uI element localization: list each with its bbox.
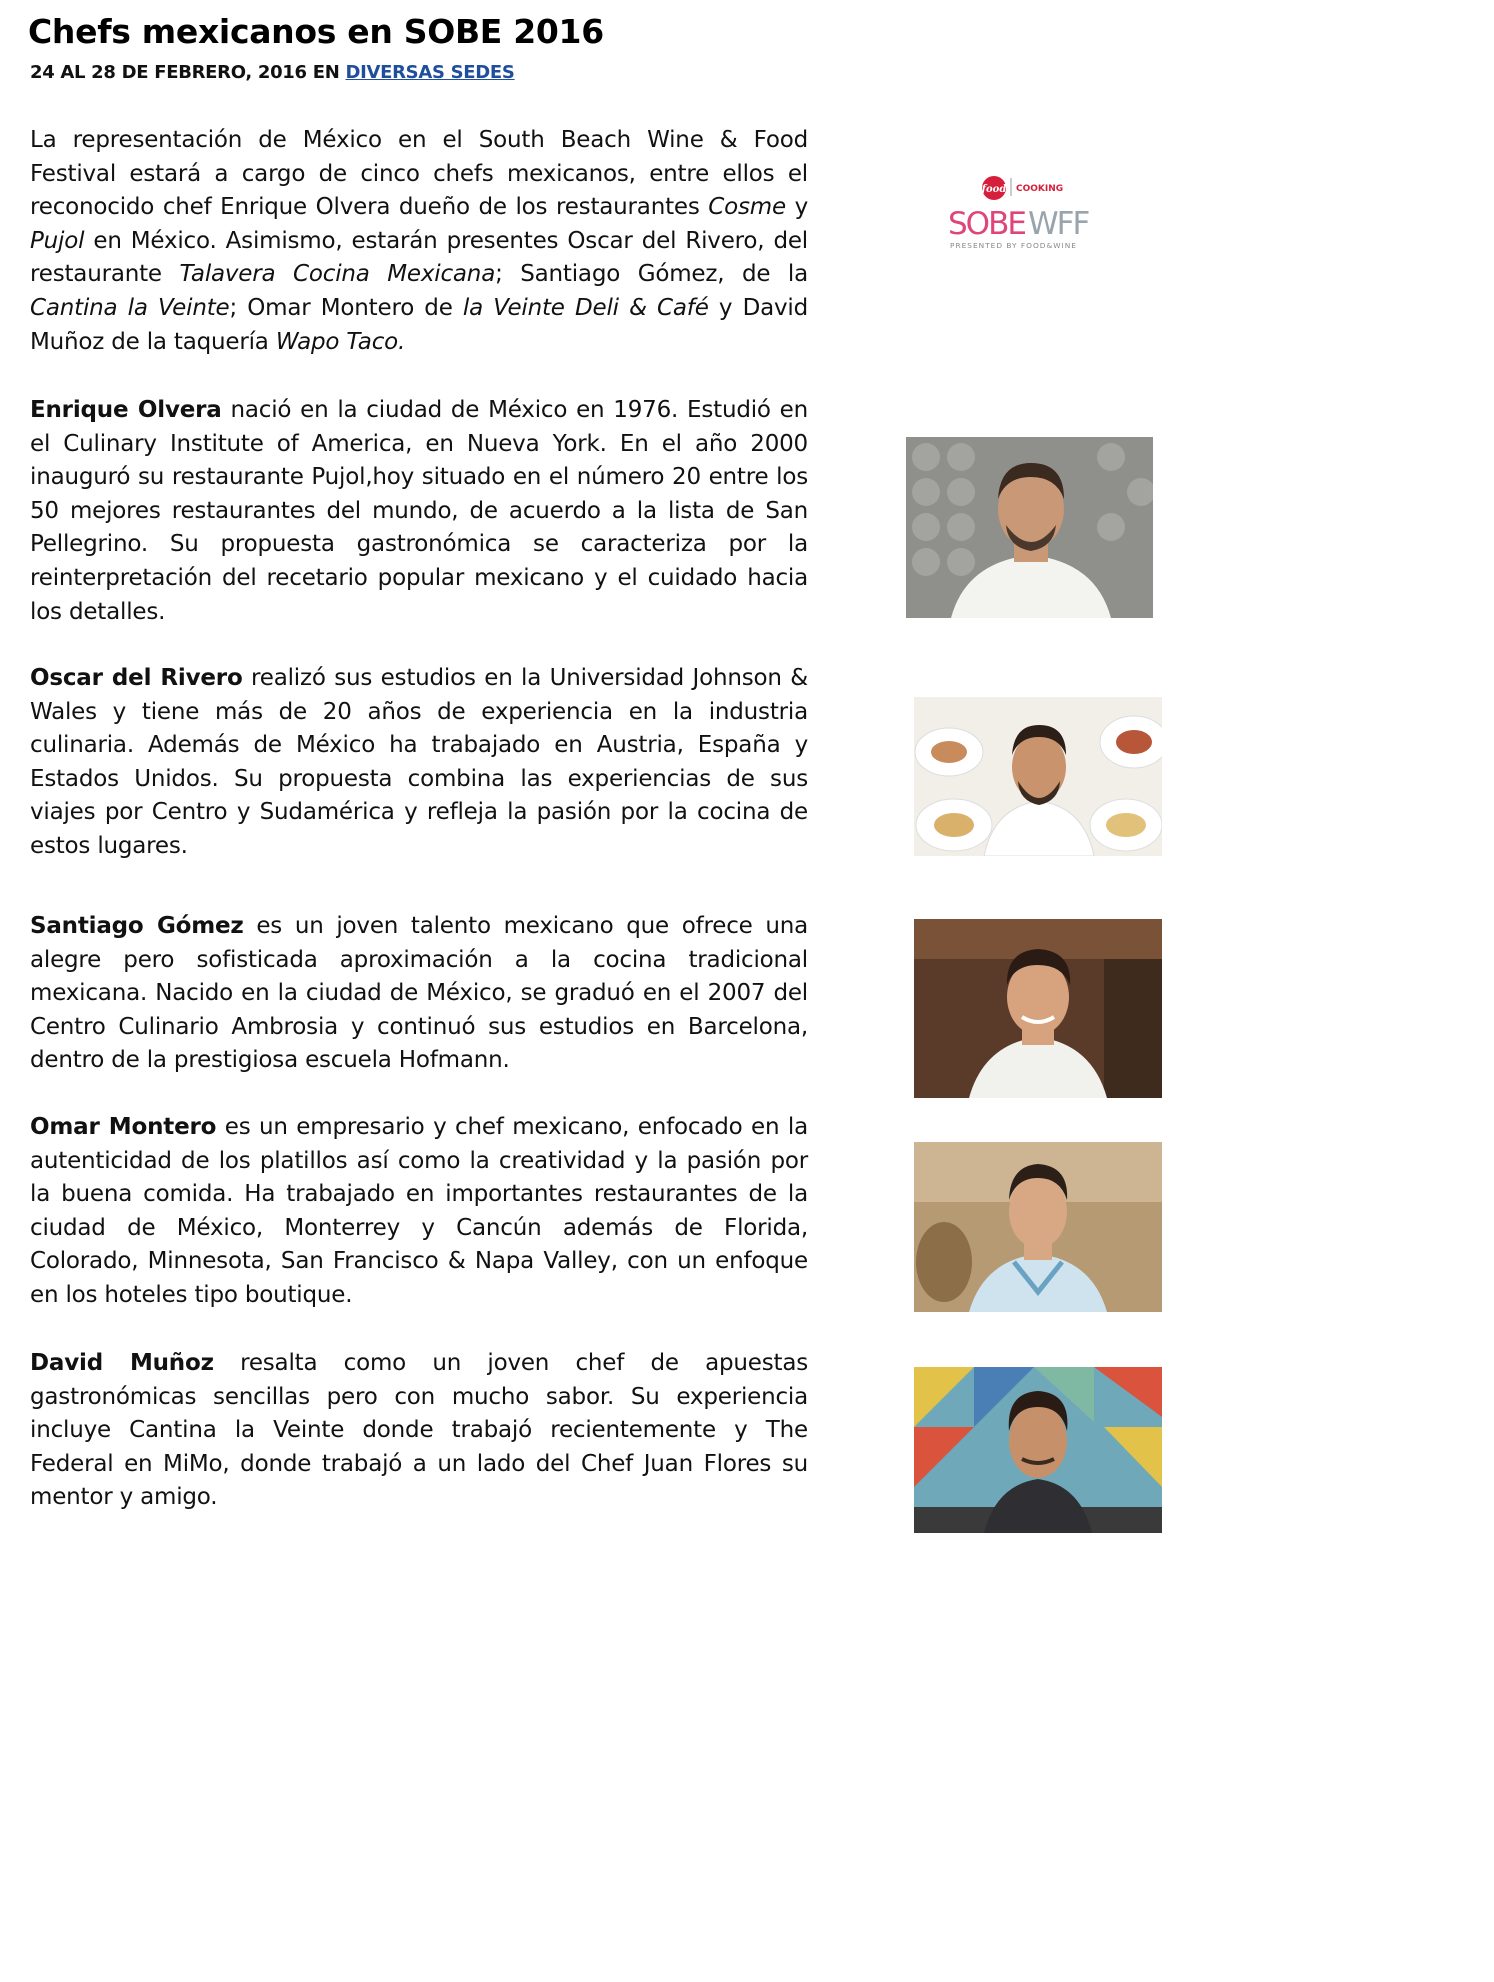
cooking-channel-text: COOKING xyxy=(1016,184,1064,194)
chef-photo-omar-montero xyxy=(914,1142,1162,1312)
restaurant-name: Pujol xyxy=(30,227,85,254)
restaurant-name: Talavera Cocina Mexicana xyxy=(179,261,496,288)
chef-name: David Muñoz xyxy=(30,1350,214,1376)
chef-bio-text: resalta como un joven chef de apuestas gastronómicas sencillas pero con mucho sabor. Su experiencia incluye Cantina la Veinte donde trabajó recientemente y The Federal en MiMo, donde trabajó a un lado del Chef Juan Flores su mentor y amigo. xyxy=(30,1350,808,1511)
intro-text: y David Muñoz de la taquería xyxy=(30,294,808,355)
event-date-line xyxy=(30,62,515,83)
chef-portrait-icon xyxy=(914,697,1162,856)
intro-text: y xyxy=(785,194,809,221)
chef-bio-david-munoz xyxy=(30,1347,808,1515)
chef-photo-david-munoz xyxy=(914,1367,1162,1533)
chef-bio-text: realizó sus estudios en la Universidad Johnson & Wales y tiene más de 20 años de experiencia en la industria culinaria. Además de México ha trabajado en Austria, España y Estados Unidos. Su propuesta combina las experiencias de sus viajes por Centro y Sudamérica y refleja la pasión por la cocina de estos lugares. xyxy=(30,665,808,859)
intro-text: en México. Asimismo, estarán presentes Oscar del Rivero, del restaurante xyxy=(30,227,808,288)
chef-name: Omar Montero xyxy=(30,1114,217,1140)
page-title: Chefs mexicanos en SOBE 2016 xyxy=(28,12,604,51)
intro-text: ; Omar Montero de xyxy=(229,294,463,321)
chef-photo-oscar-del-rivero xyxy=(914,697,1162,856)
event-date: 24 AL 28 DE FEBRERO, 2016 EN xyxy=(30,62,346,83)
intro-text: ; Santiago Gómez, de la xyxy=(495,261,809,288)
chef-name: Oscar del Rivero xyxy=(30,665,243,691)
food-badge-text: food xyxy=(981,184,1007,195)
chef-photo-enrique-olvera xyxy=(906,437,1153,618)
chef-name: Enrique Olvera xyxy=(30,397,222,423)
chef-bio-text: es un joven talento mexicano que ofrece una alegre pero sofisticada aproximación a la cocina tradicional mexicana. Nacido en la ciudad de México, se graduó en el 2007 del Centro Culinario Ambrosia y continuó sus estudios en Barcelona, dentro de la prestigiosa escuela Hofmann. xyxy=(30,913,808,1074)
chef-portrait-icon xyxy=(914,919,1162,1098)
chef-bio-omar-montero xyxy=(30,1111,808,1313)
chef-bio-oscar-del-rivero xyxy=(30,662,808,864)
chef-bio-santiago-gomez xyxy=(30,910,808,1078)
intro-paragraph xyxy=(30,124,808,359)
chef-photo-santiago-gomez xyxy=(914,919,1162,1098)
restaurant-name: Cantina la Veinte xyxy=(30,294,230,321)
intro-text: La representación de México en el South Beach Wine & Food Festival estará a cargo de cinco chefs mexicanos, entre ellos el reconocido chef Enrique Olvera dueño de los restaurantes xyxy=(30,127,808,221)
chef-bio-enrique-olvera xyxy=(30,394,808,629)
restaurant-name: Cosme xyxy=(708,194,786,221)
presented-by-text: PRESENTED BY FOOD&WINE xyxy=(950,241,1077,250)
restaurant-name: la Veinte Deli & Café xyxy=(462,294,709,321)
chef-bio-text: nació en la ciudad de México en 1976. Estudió en el Culinary Institute of America, en Nueva York. En el año 2000 inauguró su restaurante Pujol,hoy situado en el número 20 entre los 50 mejores restaurantes del mundo, de acuerdo a la lista de San Pellegrino. Su propuesta gastronómica se caracteriza por la reinterpretación del recetario popular mexicano y el cuidado hacia los detalles. xyxy=(30,397,808,625)
chef-portrait-icon xyxy=(914,1142,1162,1312)
restaurant-name: Wapo Taco. xyxy=(275,328,406,355)
wff-text: WFF xyxy=(1028,206,1089,242)
venue-link[interactable]: DIVERSAS SEDES xyxy=(345,62,515,83)
chef-name: Santiago Gómez xyxy=(30,913,244,939)
sobe-text: SOBE xyxy=(948,206,1025,242)
chef-bio-text: es un empresario y chef mexicano, enfocado en la autenticidad de los platillos así como la creatividad y la pasión por la buena comida. Ha trabajado en importantes restaurantes de la ciudad de México, Monterrey y Cancún además de Florida, Colorado, Minnesota, San Francisco & Napa Valley, con un enfoque en los hoteles tipo boutique. xyxy=(30,1114,808,1308)
sobewff-logo xyxy=(944,170,1104,260)
chef-portrait-icon xyxy=(914,1367,1162,1533)
chef-portrait-icon xyxy=(906,437,1153,618)
